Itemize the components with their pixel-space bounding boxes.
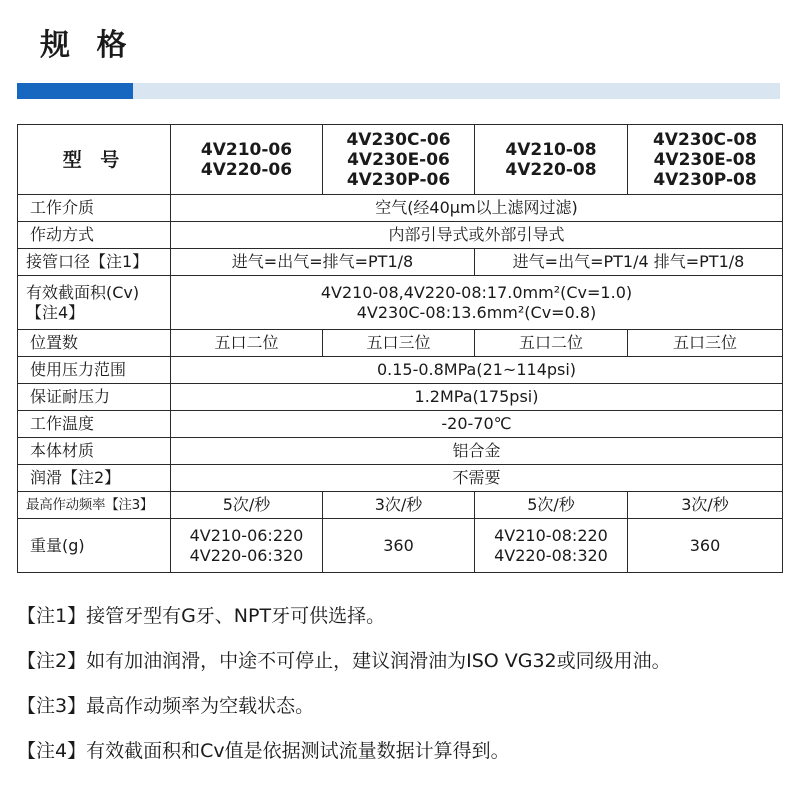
row-value: 五口三位 [323,330,475,357]
row-value-line: 4V230C-08:13.6mm²(Cv=0.8) [356,302,597,322]
row-label: 位置数 [18,330,171,357]
row-value [475,519,628,573]
row-value-line: 4V210-06:220 [189,525,304,545]
model-name: 4V230C-06 [346,129,451,150]
model-name: 4V230P-06 [346,169,451,190]
row-value: 五口三位 [628,330,783,357]
model-name: 4V220-06 [200,159,293,180]
model-name: 4V220-08 [505,159,597,180]
row-label: 工作温度 [18,411,171,438]
row-value-line: 4V220-08:320 [494,545,608,565]
page-title: 规 格 [40,28,135,63]
row-label [18,276,171,330]
row-value: 3次/秒 [323,492,475,519]
notes-section [17,600,797,780]
model-header-label: 型 号 [18,125,171,195]
table-row [18,519,783,573]
row-label: 保证耐压力 [18,384,171,411]
model-name: 4V210-06 [200,139,293,160]
row-label: 最高作动频率【注3】 [18,492,171,519]
row-value: 铝合金 [171,438,783,465]
title-underline-bar [17,83,780,99]
row-value: 5次/秒 [171,492,323,519]
row-value [171,519,323,573]
model-name: 4V230C-08 [652,129,758,150]
spec-table [17,124,783,573]
model-col-2 [323,125,475,195]
row-value: 进气=出气=排气=PT1/8 [171,249,475,276]
table-row [18,195,783,222]
table-row [18,222,783,249]
row-value [171,276,783,330]
note-3: 【注3】最高作动频率为空载状态。 [17,695,315,717]
row-value: 空气(经40μm以上滤网过滤) [171,195,783,222]
row-value: -20-70℃ [171,411,783,438]
row-label-line: 【注4】 [26,302,85,322]
model-name: 4V230E-06 [347,149,450,170]
row-label: 工作介质 [18,195,171,222]
table-row [18,411,783,438]
row-value: 进气=出气=PT1/4 排气=PT1/8 [475,249,783,276]
note-4: 【注4】有效截面积和Cv值是依据测试流量数据计算得到。 [17,740,510,762]
table-row [18,249,783,276]
table-row [18,465,783,492]
row-value: 360 [323,519,475,573]
table-row [18,384,783,411]
row-label: 重量(g) [18,519,171,573]
row-label: 使用压力范围 [18,357,171,384]
row-value: 5次/秒 [475,492,628,519]
table-row [18,330,783,357]
model-col-4 [628,125,783,195]
row-value: 360 [628,519,783,573]
model-name: 4V210-08 [505,139,597,160]
table-row [18,357,783,384]
row-value: 3次/秒 [628,492,783,519]
title-underline-accent [17,83,133,99]
row-label: 本体材质 [18,438,171,465]
row-label: 作动方式 [18,222,171,249]
model-col-3 [475,125,628,195]
row-label-line: 有效截面积(Cv) [26,282,140,302]
table-row-header [18,125,783,195]
table-row [18,276,783,330]
row-value: 五口二位 [171,330,323,357]
row-value-line: 4V210-08,4V220-08:17.0mm²(Cv=1.0) [320,282,633,302]
model-col-1 [171,125,323,195]
model-name: 4V230P-08 [653,169,757,190]
row-value: 五口二位 [475,330,628,357]
note-1: 【注1】接管牙型有G牙、NPT牙可供选择。 [17,605,386,627]
row-value-line: 4V210-08:220 [494,525,608,545]
row-label: 接管口径【注1】 [18,249,171,276]
table-row [18,438,783,465]
table-row [18,492,783,519]
row-value: 内部引导式或外部引导式 [171,222,783,249]
row-value-line: 4V220-06:320 [189,545,304,565]
model-name: 4V230E-08 [653,149,757,170]
row-label: 润滑【注2】 [18,465,171,492]
note-2: 【注2】如有加油润滑，中途不可停止，建议润滑油为ISO VG32或同级用油。 [17,650,671,672]
row-value: 不需要 [171,465,783,492]
row-value: 1.2MPa(175psi) [171,384,783,411]
row-value: 0.15-0.8MPa(21~114psi) [171,357,783,384]
